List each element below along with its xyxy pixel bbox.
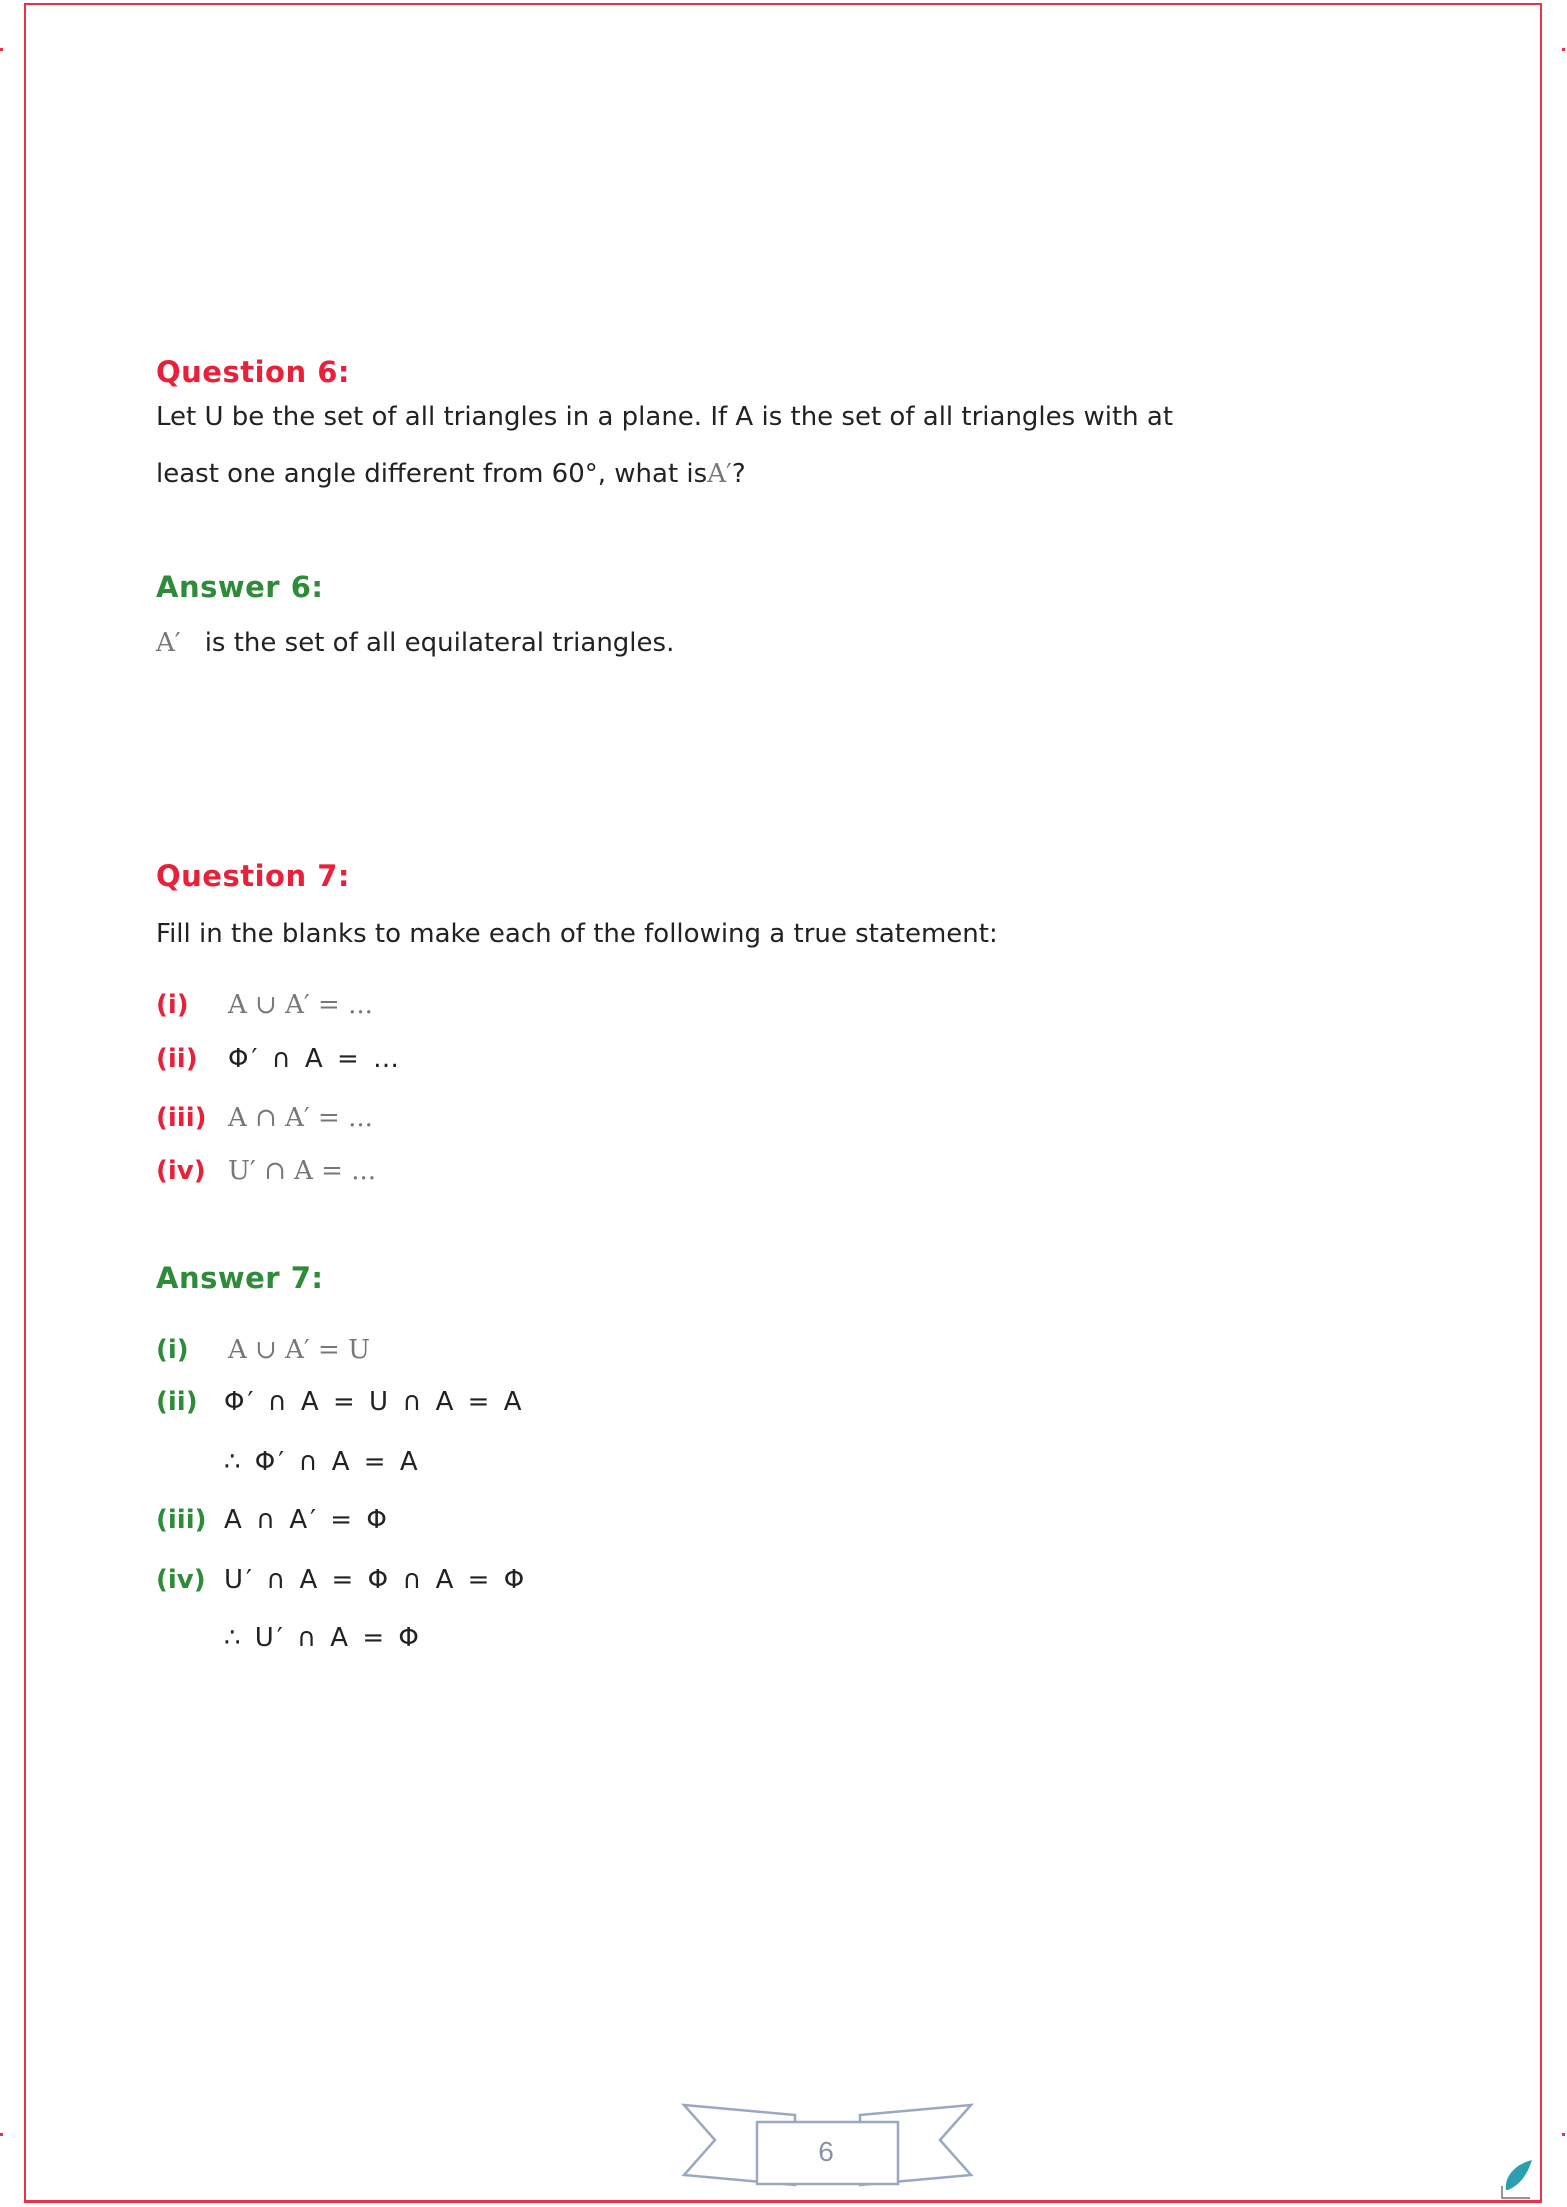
margin-mark: [1562, 48, 1565, 51]
question-7-item: [156, 1042, 402, 1076]
math-a-prime: A′: [156, 628, 181, 658]
margin-mark: [0, 2133, 3, 2136]
answer-7-item: [156, 1503, 390, 1537]
item-label: (i): [156, 1335, 189, 1365]
margin-mark: [0, 48, 3, 51]
question-mark: ?: [731, 459, 746, 489]
item-label: (ii): [156, 1387, 198, 1417]
question-7-item: [156, 1154, 376, 1188]
item-expression: A ∩ A′ = ...: [228, 1103, 373, 1133]
item-label: (iii): [156, 1505, 207, 1535]
answer-7-therefore: ∴ U′ ∩ A = Φ: [224, 1623, 422, 1653]
item-expression: Φ′ ∩ A = U ∩ A = A: [224, 1387, 525, 1417]
item-label: (i): [156, 990, 189, 1020]
tiwari-logo-icon: [1498, 2158, 1534, 2202]
math-a-prime: A′: [707, 459, 732, 489]
question-7-item: [156, 988, 373, 1022]
answer-6-text: [156, 626, 674, 660]
item-label: (iv): [156, 1565, 206, 1595]
item-expression: U′ ∩ A = ...: [228, 1156, 377, 1186]
question-6-text-line2: [156, 457, 746, 491]
answer-7-heading: Answer 7:: [156, 1261, 324, 1295]
answer-6-heading: Answer 6:: [156, 570, 324, 604]
item-expression: U′ ∩ A = Φ ∩ A = Φ: [224, 1565, 528, 1595]
answer-7-item: [156, 1333, 370, 1367]
question-6-text: least one angle different from 60°, what is: [156, 459, 708, 489]
item-label: (ii): [156, 1044, 198, 1074]
margin-mark: [1562, 2133, 1565, 2136]
page-number: 6: [818, 2136, 834, 2167]
item-expression: A ∩ A′ = Φ: [224, 1505, 390, 1535]
question-6-text-line1: Let U be the set of all triangles in a plane. If A is the set of all triangles with at: [156, 402, 1174, 432]
answer-7-therefore: ∴ Φ′ ∩ A = A: [224, 1447, 421, 1477]
item-label: (iv): [156, 1156, 206, 1186]
answer-7-item: [156, 1385, 525, 1419]
item-label: (iii): [156, 1103, 207, 1133]
question-7-intro: Fill in the blanks to make each of the following a true statement:: [156, 919, 998, 949]
question-7-heading: Question 7:: [156, 859, 350, 893]
question-6-heading: Question 6:: [156, 355, 350, 389]
question-7-item: [156, 1101, 373, 1135]
answer-7-item: [156, 1563, 527, 1597]
item-expression: A ∪ A′ = U: [228, 1335, 370, 1365]
item-expression: A ∪ A′ = ...: [228, 990, 373, 1020]
answer-6-sentence: is the set of all equilateral triangles.: [204, 628, 675, 658]
item-expression: Φ′ ∩ A = …: [228, 1044, 403, 1074]
